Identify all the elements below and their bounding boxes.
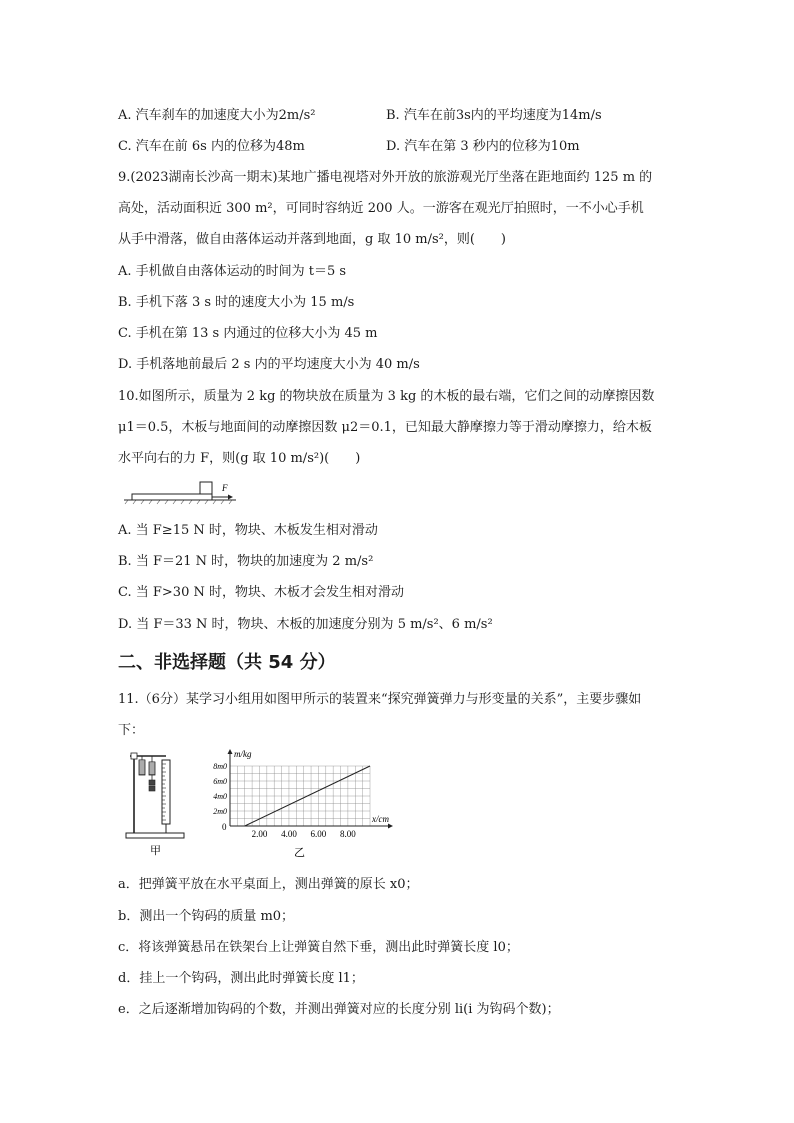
q9-stem-line-3: 从手中滑落，做自由落体运动并落到地面，g 取 10 m/s²，则( )	[118, 232, 506, 247]
q11-step-e: e．之后逐渐增加钩码的个数，并测出弹簧对应的长度分别 li(i 为钩码个数)；	[118, 1002, 560, 1017]
q9-option-a: A. 手机做自由落体运动的时间为 t＝5 s	[118, 264, 347, 279]
x-tick-label: 6.00	[310, 829, 327, 839]
fig-jia-caption: 甲	[150, 844, 161, 857]
q10-stem-line-1: 10.如图所示，质量为 2 kg 的物块放在质量为 3 kg 的木板的最右端，它们之间的动摩擦因数	[118, 389, 655, 404]
y-axis-label: m/kg	[234, 749, 252, 759]
wooden-board	[132, 494, 212, 500]
chart-grid	[230, 766, 370, 826]
q10-option-c: C. 当 F>30 N 时，物块、木板才会发生相对滑动	[118, 585, 404, 600]
q8-option-d: D. 汽车在第 3 秒内的位移为10m	[386, 139, 580, 154]
y-tick-label: 2m0	[213, 807, 227, 816]
q11-step-a: a．把弹簧平放在水平桌面上，测出弹簧的原长 x0；	[118, 877, 419, 892]
chart-axes	[228, 749, 394, 829]
q11-stem-line-1: 11.（6分）某学习小组用如图甲所示的装置来“探究弹簧弹力与形变量的关系”，主要步骤如	[118, 692, 642, 707]
q8-option-c: C. 汽车在前 6s 内的位移为48m	[118, 139, 305, 154]
y-tick-label: 6m0	[213, 777, 227, 786]
x-axis-arrow	[388, 824, 393, 829]
q11-step-b: b．测出一个钩码的质量 m0；	[118, 909, 295, 924]
y-axis-arrow	[228, 749, 233, 754]
q11-stem-line-2: 下：	[118, 723, 145, 738]
section-title: 二、非选择题（共 54 分）	[118, 652, 336, 673]
q9-option-b: B. 手机下落 3 s 时的速度大小为 15 m/s	[118, 295, 355, 310]
x-tick-label: 4.00	[281, 829, 297, 839]
q11-step-d: d．挂上一个钩码，测出此时弹簧长度 l1；	[118, 971, 364, 986]
block	[200, 482, 212, 494]
q10-board-block-figure	[124, 478, 242, 508]
spring-apparatus-figure	[120, 750, 192, 858]
x-axis-label: x/cm	[372, 814, 389, 824]
force-label: F	[222, 483, 228, 493]
q10-stem-line-2: μ1＝0.5，木板与地面间的动摩擦因数 μ2＝0.1，已知最大静摩擦力等于滑动摩擦力，给木板	[118, 420, 652, 435]
q10-option-a: A. 当 F≥15 N 时，物块、木板发生相对滑动	[118, 523, 378, 538]
q10-option-b: B. 当 F＝21 N 时，物块的加速度为 2 m/s²	[118, 554, 374, 569]
q9-stem-line-2: 高处，活动面积近 300 m²，可同时容纳近 200 人。一游客在观光厅拍照时，一不小心手机	[118, 201, 644, 216]
q9-stem-line-1: 9.(2023湖南长沙高一期末)某地广播电视塔对外开放的旅游观光厅坐落在距地面约 125 m 的	[118, 170, 653, 185]
q9-option-c: C. 手机在第 13 s 内通过的位移大小为 45 m	[118, 326, 378, 341]
mass-length-chart	[202, 748, 412, 860]
x-tick-label: 2.00	[251, 829, 268, 839]
y-tick-label: 4m0	[213, 792, 227, 801]
x-tick-label: 8.00	[340, 829, 356, 839]
origin-label: 0	[222, 822, 227, 832]
y-tick-label: 8m0	[213, 762, 227, 771]
q10-option-d: D. 当 F＝33 N 时，物块、木板的加速度分别为 5 m/s²、6 m/s²	[118, 617, 493, 632]
q8-option-b: B. 汽车在前3s内的平均速度为14m/s	[386, 108, 602, 123]
fig-yi-caption: 乙	[294, 846, 305, 859]
q10-stem-line-3: 水平向右的力 F，则(g 取 10 m/s²)( )	[118, 451, 361, 466]
q8-option-a: A. 汽车刹车的加速度大小为2m/s²	[118, 108, 316, 123]
q11-step-c: c．将该弹簧悬吊在铁架台上让弹簧自然下垂，测出此时弹簧长度 l0；	[118, 940, 519, 955]
q9-option-d: D. 手机落地前最后 2 s 内的平均速度大小为 40 m/s	[118, 357, 420, 372]
